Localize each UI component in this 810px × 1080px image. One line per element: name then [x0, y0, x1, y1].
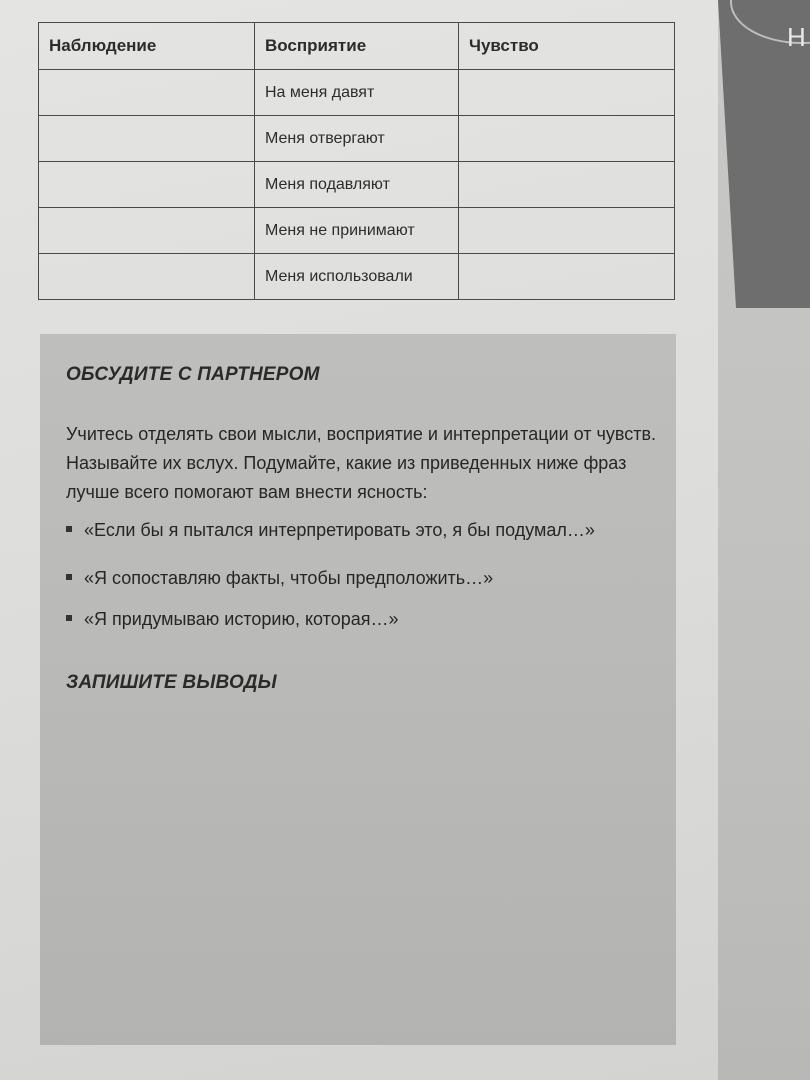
- phrase-text: «Я сопоставляю факты, чтобы предположить…»: [84, 568, 494, 588]
- observation-cell[interactable]: [39, 116, 255, 162]
- feeling-cell[interactable]: [459, 162, 675, 208]
- header-perception: Восприятие: [255, 23, 459, 70]
- list-item: [66, 520, 595, 541]
- write-heading: ЗАПИШИТЕ ВЫВОДЫ: [66, 672, 277, 693]
- observation-cell[interactable]: [39, 254, 255, 300]
- observation-cell[interactable]: [39, 70, 255, 116]
- table-row: [39, 162, 675, 208]
- header-observation: Наблюдение: [39, 23, 255, 70]
- perception-cell: Меня не принимают: [255, 208, 459, 254]
- feeling-cell[interactable]: [459, 70, 675, 116]
- list-item: [66, 609, 399, 630]
- table-row: [39, 254, 675, 300]
- feeling-cell[interactable]: [459, 116, 675, 162]
- perception-cell: Меня подавляют: [255, 162, 459, 208]
- discuss-heading: ОБСУДИТЕ С ПАРТНЕРОМ: [66, 364, 320, 385]
- observation-cell[interactable]: [39, 162, 255, 208]
- perception-cell: На меня давят: [255, 70, 459, 116]
- table-header-row: [39, 23, 675, 70]
- feeling-cell[interactable]: [459, 208, 675, 254]
- table-row: [39, 116, 675, 162]
- list-item: [66, 568, 493, 589]
- bullet-square-icon: [66, 526, 72, 532]
- header-feeling: Чувство: [459, 23, 675, 70]
- table-row: [39, 208, 675, 254]
- feeling-cell[interactable]: [459, 254, 675, 300]
- perception-cell: Меня использовали: [255, 254, 459, 300]
- phrase-text: «Я придумываю историю, которая…»: [84, 609, 399, 629]
- bullet-square-icon: [66, 615, 72, 621]
- discuss-paragraph: Учитесь отделять свои мысли, восприятие и интерпретации от чувств. Называйте их вслух. Подумайте, какие из приведенных ниже фраз лучше всего помогают вам внести ясность:: [66, 424, 657, 502]
- observation-cell[interactable]: [39, 208, 255, 254]
- observation-table: [38, 22, 675, 300]
- bullet-square-icon: [66, 574, 72, 580]
- table-row: [39, 70, 675, 116]
- phrase-text: «Если бы я пытался интерпретировать это, я бы подумал…»: [84, 520, 595, 540]
- perception-cell: Меня отвергают: [255, 116, 459, 162]
- next-page-title-fragment: Н: [787, 22, 806, 52]
